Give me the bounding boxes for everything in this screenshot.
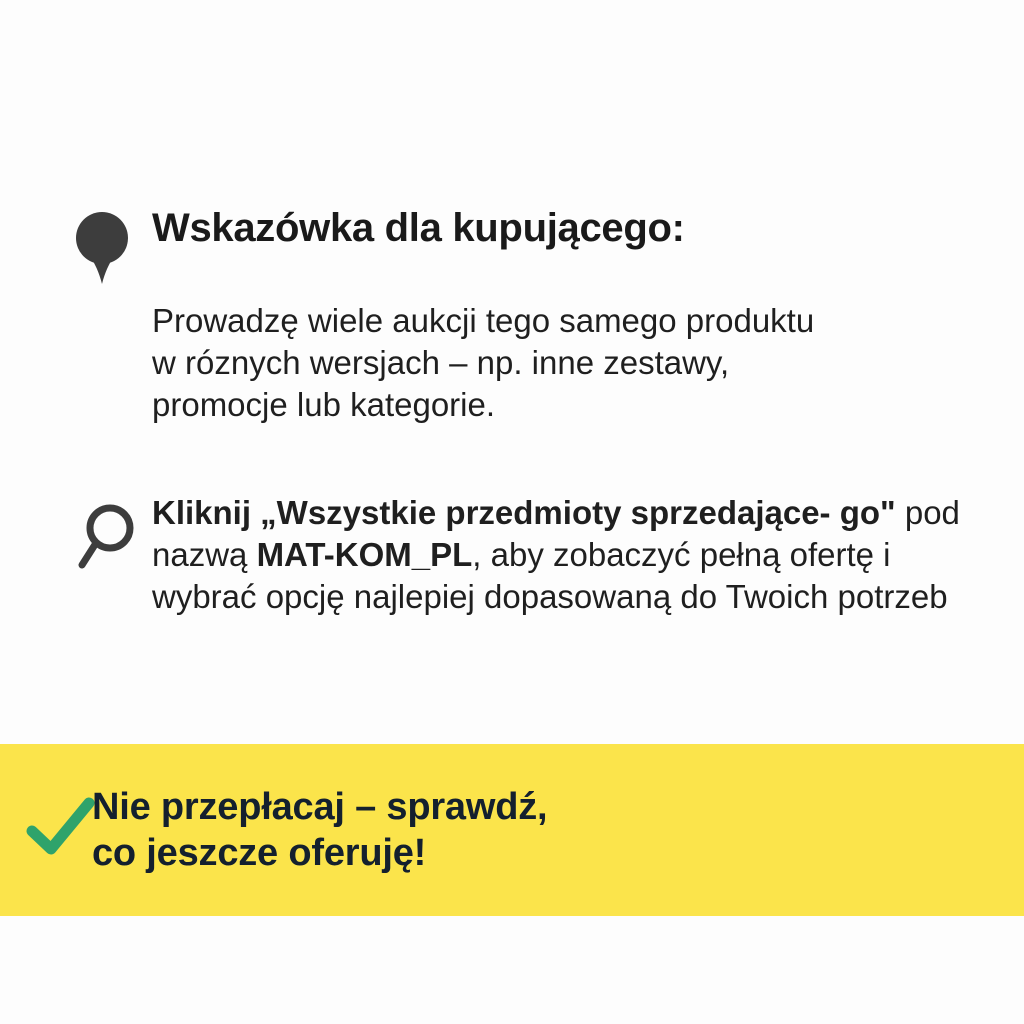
page-title: Wskazówka dla kupującego: <box>152 206 685 250</box>
check-icon <box>26 797 96 864</box>
tip-heading-text-column <box>152 206 982 250</box>
click-instruction-text-column <box>152 492 1002 619</box>
click-icon-column <box>62 492 152 577</box>
banner-line-2: co jeszcze oferuję! <box>92 832 427 874</box>
banner-text-column <box>92 784 547 877</box>
seller-name: MAT-KOM_PL <box>256 536 473 574</box>
map-pin-icon <box>76 212 128 291</box>
tip-description-line-3: promocje lub kategorie. <box>152 386 496 424</box>
click-instruction-paragraph <box>152 492 1002 619</box>
click-instruction-block <box>62 492 1002 619</box>
banner-icon-column <box>0 797 92 864</box>
tip-description-line-1: Prowadzę wiele aukcji tego samego produktu <box>152 302 815 339</box>
tip-icon-column <box>62 206 152 291</box>
click-instruction-bold-line-2: go" <box>839 494 896 531</box>
click-instruction-rest-text: , aby zobaczyć pełną ofertę i wybrać opcję najlepiej dopasowaną do Twoich potrzeb <box>152 536 948 616</box>
click-instruction-bold-line-1: Kliknij „Wszystkie przedmioty sprzedające- <box>152 494 831 531</box>
tip-heading-block <box>62 206 982 291</box>
tip-description-block <box>62 300 992 427</box>
banner-line-1: Nie przepłacaj – sprawdź, <box>92 785 548 828</box>
tip-description-text-column <box>152 300 992 427</box>
click-instruction-mid-text: pod nazwą <box>152 494 960 574</box>
tip-description-line-2: w róznych wersjach – np. inne zestawy, <box>152 344 730 382</box>
magnifier-icon <box>76 502 140 577</box>
highlight-banner <box>0 744 1024 916</box>
